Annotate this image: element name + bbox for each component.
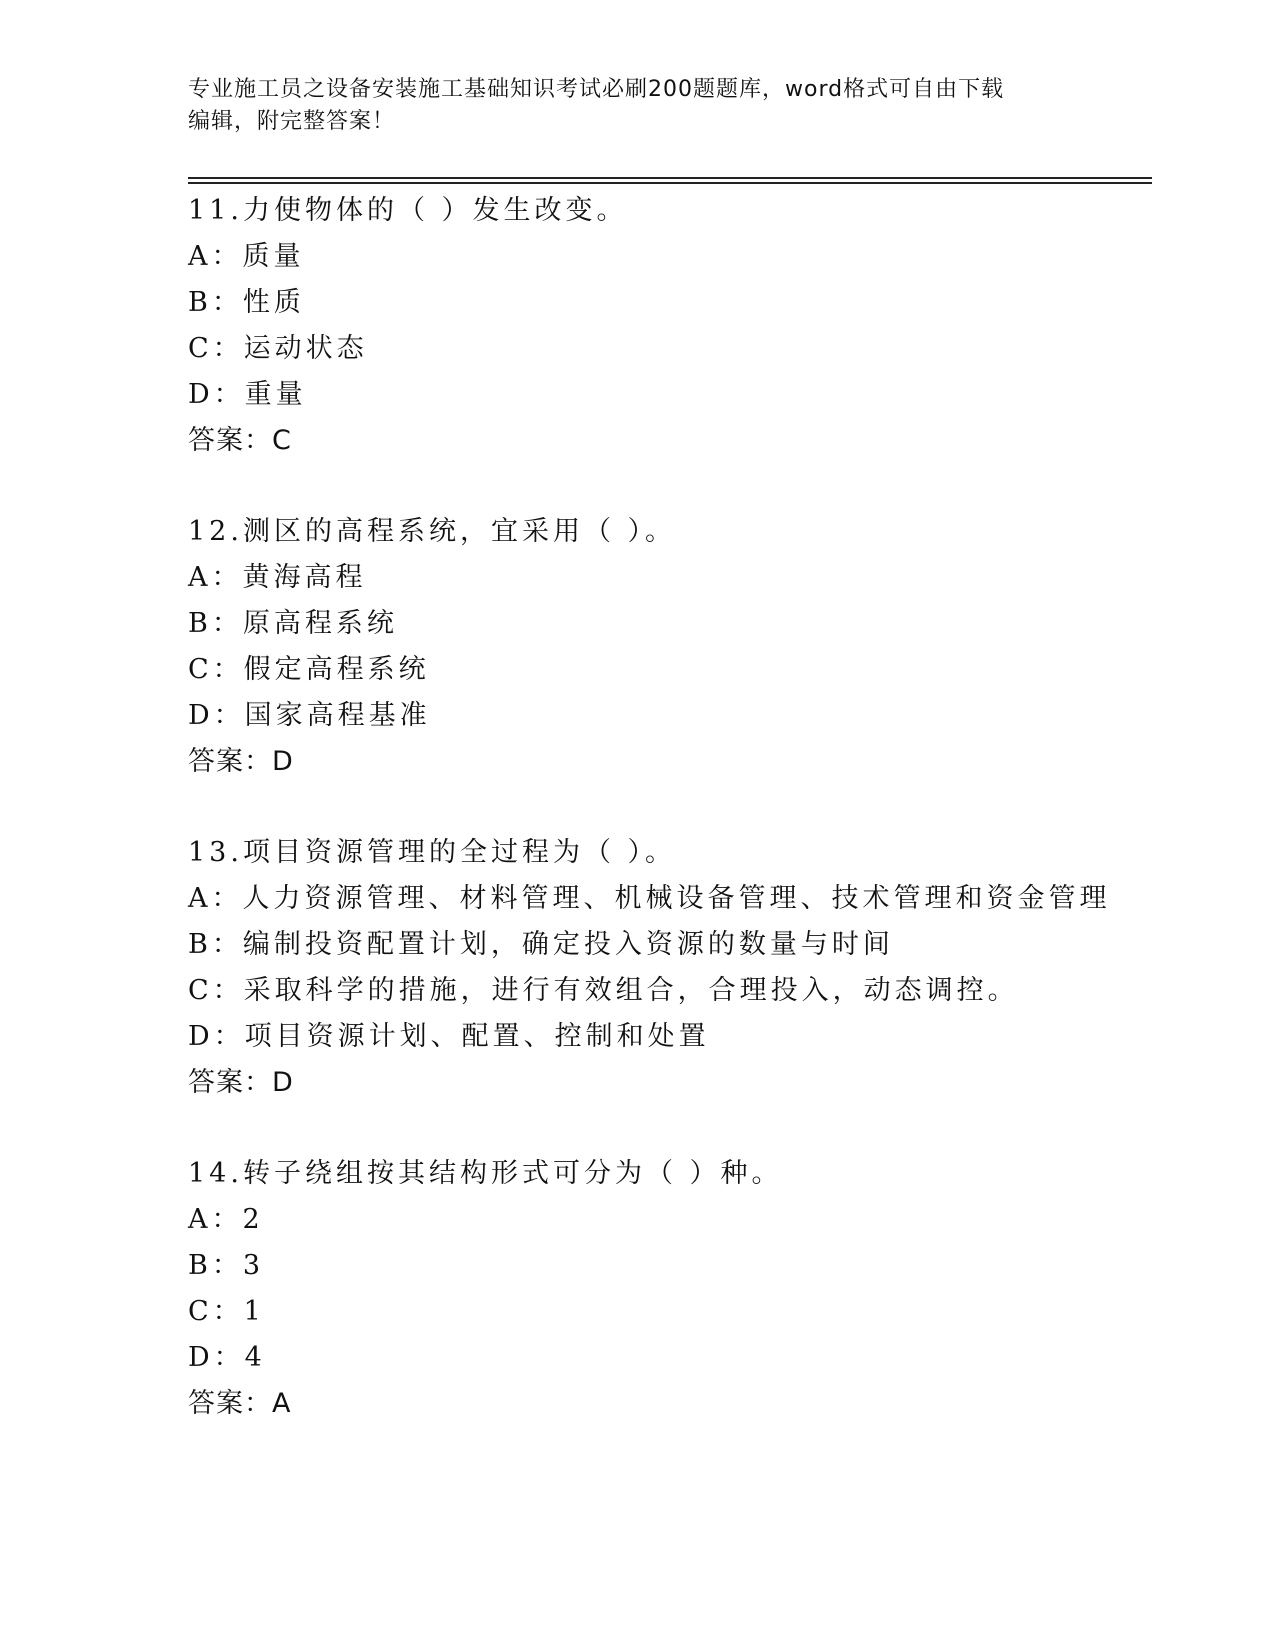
- header-divider-bottom: [188, 182, 1152, 184]
- option-a: A：2: [188, 1204, 264, 1235]
- question-stem: 12.测区的高程系统，宜采用（ ）。: [188, 516, 677, 547]
- option-a: A：人力资源管理、材料管理、机械设备管理、技术管理和资金管理: [188, 883, 1111, 914]
- option-c: C：1: [188, 1296, 265, 1327]
- option-c: C：假定高程系统: [188, 654, 430, 685]
- question-list: [188, 188, 1152, 1472]
- question-14: [188, 1151, 1152, 1427]
- question-11: [188, 188, 1152, 464]
- option-b: B：原高程系统: [188, 608, 398, 639]
- option-d: D：国家高程基准: [188, 700, 431, 731]
- option-c: C：运动状态: [188, 333, 368, 364]
- question-13: [188, 830, 1152, 1106]
- option-a: A：质量: [188, 241, 305, 272]
- option-d: D：重量: [188, 379, 307, 410]
- header-divider-top: [188, 177, 1152, 179]
- answer-line: 答案：C: [188, 425, 292, 456]
- option-b: B：性质: [188, 287, 305, 318]
- document-header: [188, 74, 1088, 138]
- question-stem: 14.转子绕组按其结构形式可分为（ ）种。: [188, 1158, 783, 1189]
- option-b: B：编制投资配置计划，确定投入资源的数量与时间: [188, 929, 894, 960]
- option-b: B：3: [188, 1250, 265, 1281]
- answer-line: 答案：A: [188, 1388, 292, 1419]
- header-title-line-1: 专业施工员之设备安装施工基础知识考试必刷200题题库，word格式可自由下载: [188, 77, 1005, 102]
- answer-line: 答案：D: [188, 1067, 294, 1098]
- option-c: C：采取科学的措施，进行有效组合，合理投入，动态调控。: [188, 975, 1019, 1006]
- question-stem: 13.项目资源管理的全过程为（ ）。: [188, 837, 677, 868]
- option-a: A：黄海高程: [188, 562, 367, 593]
- header-title-line-2: 编辑，附完整答案！: [188, 109, 396, 134]
- option-d: D：项目资源计划、配置、控制和处置: [188, 1021, 710, 1052]
- option-d: D：4: [188, 1342, 266, 1373]
- question-12: [188, 509, 1152, 785]
- question-stem: 11.力使物体的（ ）发生改变。: [188, 195, 628, 226]
- answer-line: 答案：D: [188, 746, 294, 777]
